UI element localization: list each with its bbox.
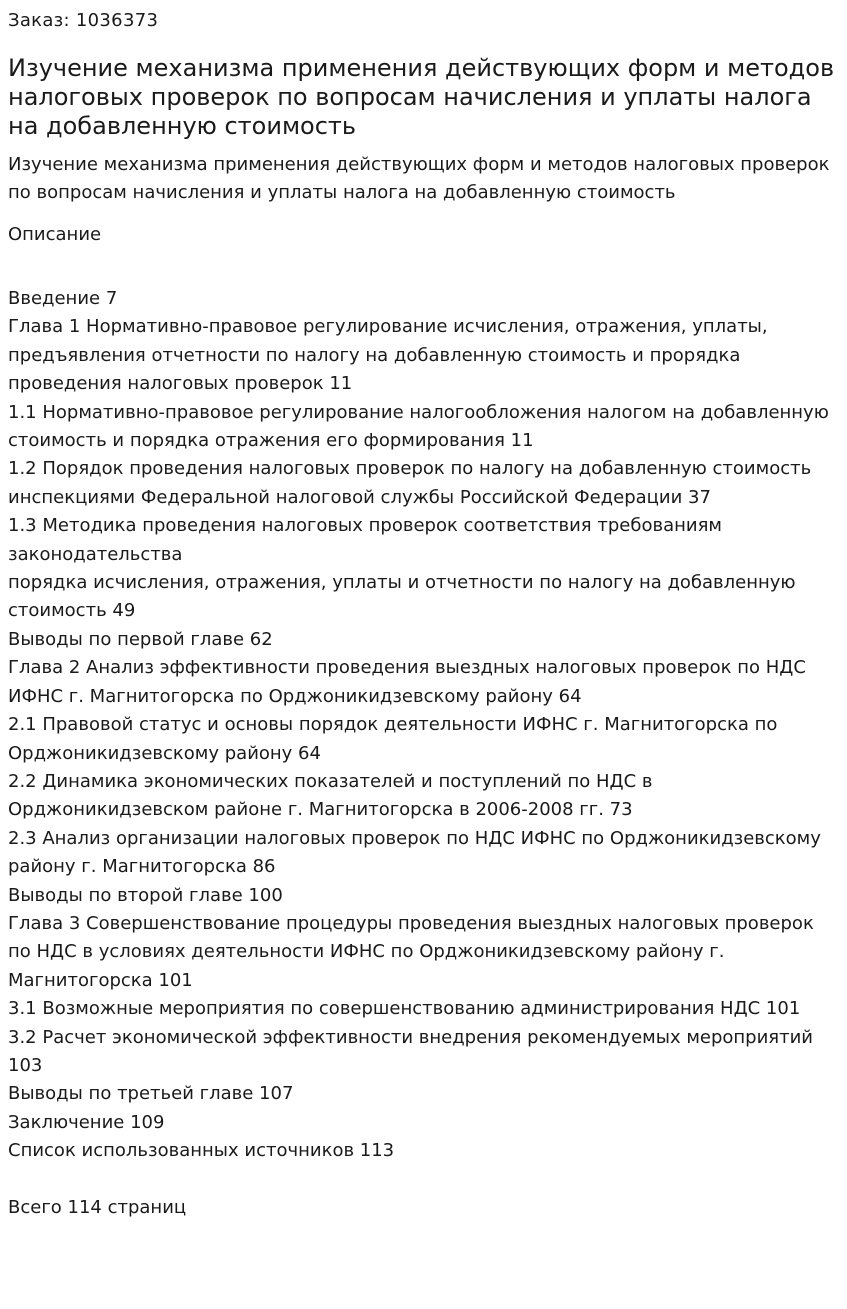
toc-item: 2.2 Динамика экономических показателей и поступлений по НДС в Орджоникидзевском районе г. Магнитогорска в 2006-2008 гг. 73 [8,770,653,821]
toc-item: Глава 1 Нормативно-правовое регулирование исчисления, отражения, уплаты, предъявления отчетности по налогу на добавленную стоимость и прорядка проведения налоговых проверок 11 [8,316,768,395]
total-pages: Всего 114 страниц [8,1196,187,1218]
toc-item: 1.2 Порядок проведения налоговых проверок по налогу на добавленную стоимость инспекциями Федеральной налоговой службы Российской Федерации 37 [8,458,812,508]
table-of-contents [8,285,839,1166]
description-heading: Описание [8,224,102,245]
toc-item: Выводы по второй главе 100 [8,884,283,906]
toc-item: Глава 2 Анализ эффективности проведения выездных налоговых проверок по НДС ИФНС г. Магнитогорска по Орджоникидзевскому району 64 [8,657,806,707]
toc-item: 2.3 Анализ организации налоговых проверок по НДС ИФНС по Орджоникидзевскому району г. Магнитогорска 86 [8,827,821,878]
toc-item: 3.2 Расчет экономической эффективности внедрения рекомендуемых мероприятий 103 [8,1026,814,1076]
toc-item: Выводы по третьей главе 107 [8,1083,294,1105]
toc-item: Введение 7 [8,288,118,309]
toc-item: порядка исчисления, отражения, уплаты и отчетности по налогу на добавленную стоимость 49 [8,572,796,622]
toc-item: Заключение 109 [8,1111,165,1133]
toc-item: 2.1 Правовой статус и основы порядок деятельности ИФНС г. Магнитогорска по Орджоникидзевскому району 64 [8,714,778,764]
toc-item: Список использованных источников 113 [8,1140,395,1162]
toc-item: 3.1 Возможные мероприятия по совершенствованию администрирования НДС 101 [8,998,801,1020]
toc-item: 1.3 Методика проведения налоговых проверок соответствия требованиям законодательства [8,515,722,565]
toc-item: 1.1 Нормативно-правовое регулирование налогообложения налогом на добавленную стоимость и порядка отражения его формирования 11 [8,401,829,452]
page-subtitle: Изучение механизма применения действующих форм и методов налоговых проверок по вопросам начисления и уплаты налога на добавленную стоимость [8,154,830,203]
toc-item: Глава 3 Совершенствование процедуры проведения выездных налоговых проверок по НДС в условиях деятельности ИФНС по Орджоникидзевскому району г. Магнитогорска 101 [8,912,814,991]
order-number: Заказ: 1036373 [8,10,159,31]
page-title: Изучение механизма применения действующих форм и методов налоговых проверок по вопросам начисления и уплаты налога на добавленную стоимость [8,54,835,140]
toc-item: Выводы по первой главе 62 [8,628,273,650]
